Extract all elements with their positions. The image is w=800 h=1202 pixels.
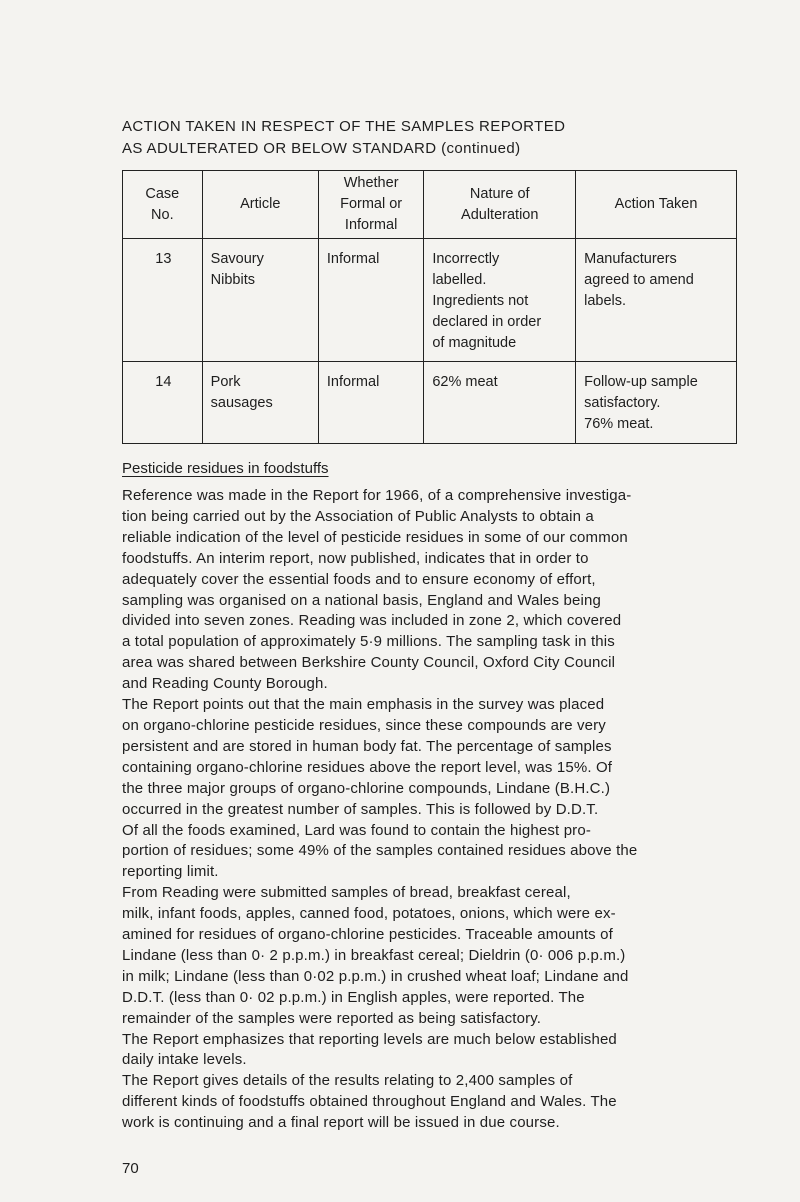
- cell-formal: [318, 239, 423, 362]
- header-line: Action Taken: [614, 196, 698, 212]
- text-line: foodstuffs. An interim report, now published, indicates that in order to: [122, 549, 589, 567]
- cell-line: declared in order: [432, 314, 542, 330]
- cell-nature: [424, 239, 576, 362]
- text-line: tion being carried out by the Association of Public Analysts to obtain a: [122, 507, 594, 525]
- header-line: No.: [151, 206, 174, 223]
- text-line: amined for residues of organo-chlorine pesticides. Traceable amounts of: [122, 926, 613, 944]
- text-line: Reference was made in the Report for 1966, of a comprehensive investiga-: [122, 487, 632, 504]
- header-line: Informal: [344, 217, 398, 233]
- header-article: [202, 171, 318, 239]
- cell-nature: [424, 362, 576, 444]
- title-line-2: AS ADULTERATED OR BELOW STANDARD (continued): [122, 140, 521, 157]
- text-line: adequately cover the essential foods and to ensure economy of effort,: [122, 570, 596, 588]
- text-line: sampling was organised on a national basis, England and Wales being: [122, 591, 601, 609]
- cell-formal: [318, 362, 423, 444]
- cell-line: labels.: [584, 293, 627, 309]
- cell-line: Incorrectly: [432, 251, 500, 267]
- cell-action: [576, 362, 737, 444]
- text-line: work is continuing and a final report will be issued in due course.: [122, 1114, 560, 1132]
- cell-line: Savoury: [210, 251, 264, 267]
- cell-article: [202, 362, 318, 444]
- text-line: The Report points out that the main emphasis in the survey was placed: [122, 696, 605, 714]
- cell-line: sausages: [210, 395, 273, 411]
- header-line: Case: [145, 185, 180, 202]
- cell-line: Informal: [326, 251, 380, 267]
- header-line: Adulteration: [461, 206, 539, 223]
- cell-line: Ingredients not: [432, 293, 529, 309]
- table-header-row: [123, 171, 737, 239]
- header-action-taken: [576, 171, 737, 239]
- cell-line: satisfactory.: [584, 395, 661, 411]
- adulteration-table: [122, 170, 737, 444]
- text-line: reporting limit.: [122, 863, 219, 881]
- text-line: Of all the foods examined, Lard was found to contain the highest pro-: [122, 821, 591, 839]
- text-line: daily intake levels.: [122, 1051, 247, 1069]
- text-line: reliable indication of the level of pesticide residues in some of our common: [122, 528, 628, 546]
- cell-article: [202, 239, 318, 362]
- table-row: [123, 239, 737, 362]
- header-line: Whether: [343, 175, 399, 191]
- text-line: containing organo-chlorine residues above the report level, was 15%. Of: [122, 758, 613, 776]
- text-line: portion of residues; some 49% of the samples contained residues above the: [122, 842, 638, 860]
- header-nature-of-adulteration: [424, 171, 576, 239]
- text-line: From Reading were submitted samples of bread, breakfast cereal,: [122, 884, 571, 902]
- text-line: a total population of approximately 5·9 millions. The sampling task in this: [122, 633, 615, 651]
- page-title: [122, 116, 565, 160]
- text-line: milk, infant foods, apples, canned food, potatoes, onions, which were ex-: [122, 905, 616, 923]
- text-line: the three major groups of organo-chlorine compounds, Lindane (B.H.C.): [122, 779, 611, 797]
- table-row: [123, 362, 737, 444]
- body-text: [122, 486, 772, 1134]
- text-line: The Report emphasizes that reporting levels are much below established: [122, 1030, 617, 1048]
- header-case-no: [123, 171, 203, 239]
- header-line: Formal or: [340, 196, 403, 212]
- cell-line: labelled.: [432, 272, 487, 288]
- section-heading: Pesticide residues in foodstuffs: [122, 460, 329, 477]
- page-number: 70: [122, 1160, 139, 1177]
- text-line: D.D.T. (less than 0· 02 p.p.m.) in English apples, were reported. The: [122, 988, 585, 1006]
- cell-line: Manufacturers: [584, 251, 677, 267]
- cell-line: Pork: [210, 374, 241, 390]
- text-line: divided into seven zones. Reading was included in zone 2, which covered: [122, 612, 622, 630]
- cell-line: 62% meat: [432, 374, 498, 390]
- cell-line: Nibbits: [210, 272, 255, 288]
- title-line-1: ACTION TAKEN IN RESPECT OF THE SAMPLES REPORTED: [122, 118, 566, 135]
- text-line: occurred in the greatest number of samples. This is followed by D.D.T.: [122, 800, 599, 818]
- header-line: Article: [240, 196, 281, 212]
- text-line: area was shared between Berkshire County Council, Oxford City Council: [122, 654, 616, 672]
- cell-line: 76% meat.: [584, 416, 654, 432]
- cell-case-no: 13: [123, 239, 203, 362]
- cell-case-no: 14: [123, 362, 203, 444]
- text-line: on organo-chlorine pesticide residues, since these compounds are very: [122, 716, 606, 734]
- text-line: Lindane (less than 0· 2 p.p.m.) in breakfast cereal; Dieldrin (0· 006 p.p.m.): [122, 946, 626, 964]
- text-line: in milk; Lindane (less than 0·02 p.p.m.) in crushed wheat loaf; Lindane and: [122, 967, 629, 985]
- cell-line: Informal: [326, 374, 380, 390]
- cell-line: Follow-up sample: [584, 374, 698, 390]
- cell-line: agreed to amend: [584, 272, 694, 288]
- header-formal-informal: [318, 171, 423, 239]
- text-line: The Report gives details of the results relating to 2,400 samples of: [122, 1072, 573, 1090]
- header-line: Nature of: [469, 185, 530, 202]
- cell-line: of magnitude: [432, 335, 517, 351]
- text-line: remainder of the samples were reported as being satisfactory.: [122, 1009, 542, 1027]
- cell-action: [576, 239, 737, 362]
- text-line: and Reading County Borough.: [122, 675, 328, 693]
- text-line: different kinds of foodstuffs obtained throughout England and Wales. The: [122, 1093, 617, 1111]
- text-line: persistent and are stored in human body fat. The percentage of samples: [122, 737, 612, 755]
